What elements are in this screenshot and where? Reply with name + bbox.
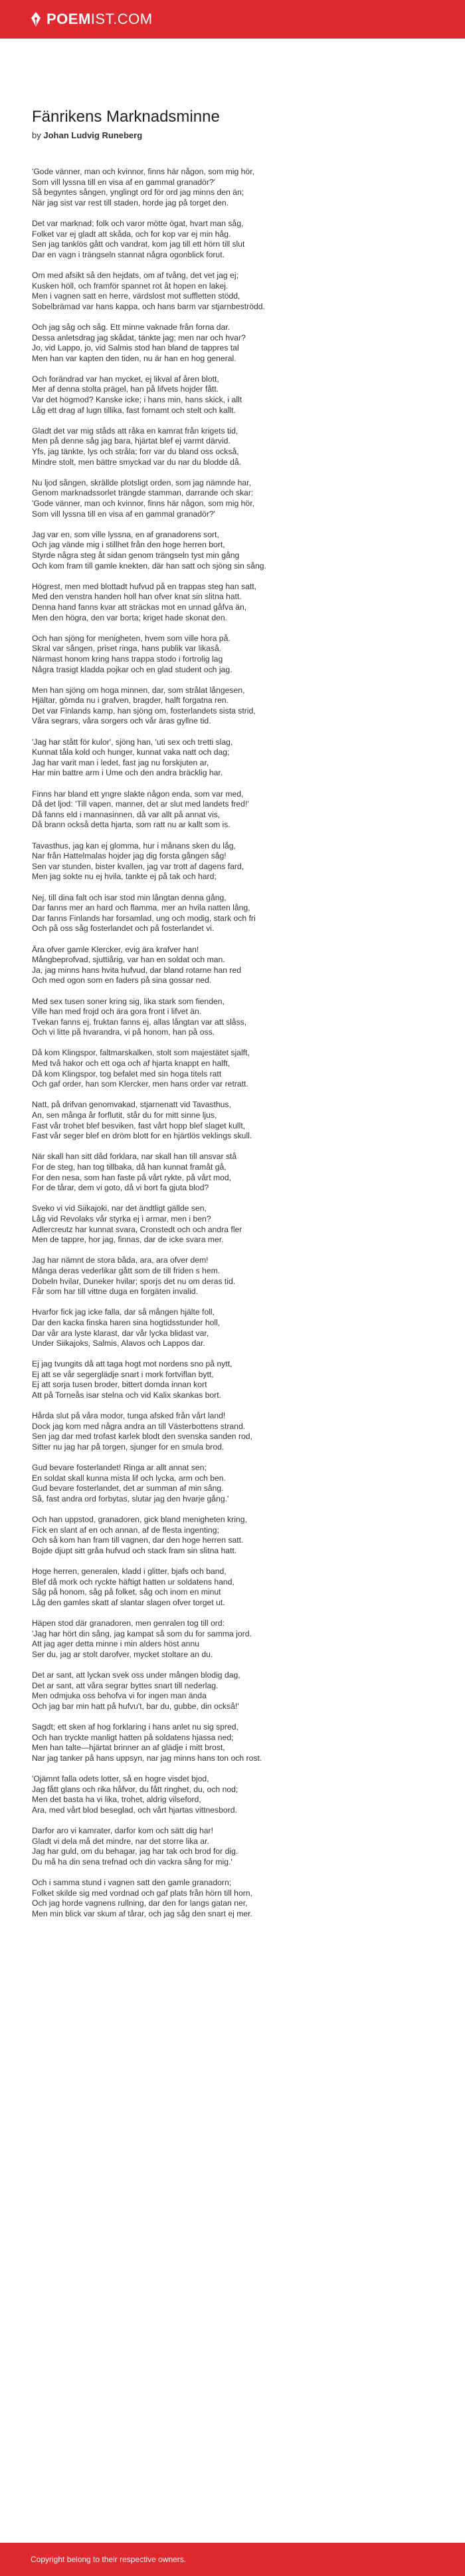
stanza <box>32 1567 433 1608</box>
poem-line: Mindre stolt, men bättre smyckad var du nar du blodde då. <box>32 457 242 467</box>
poem-line: Och på oss såg fosterlandet och på fosterlandet vi. <box>32 924 215 934</box>
poem-line: Folket var ej gladt att skåda, och for kop var ej min håg. <box>32 229 231 239</box>
poem-line: Och jag bar min hatt på hufvu't, bar du, gubbe, din också!' <box>32 1701 239 1711</box>
poem-line: Dar en vagn i trängseln stannat några ogonblick forut. <box>32 249 225 259</box>
poem-line: Många deras vederlikar gått som de till friden s hem. <box>32 1265 221 1275</box>
poem-line: Och vi litte på hvarandra, vi på honom, han på oss. <box>32 1027 215 1037</box>
poem-line: Men han sjöng om hoga minnen, dar, som strålat långesen, <box>32 685 245 695</box>
poem-line: Som vill lyssna till en visa af en gammal granadör?' <box>32 177 215 187</box>
poem-line: Gud bevare fosterlandet! Ringa ar allt annat sen; <box>32 1463 207 1473</box>
poem-line: Dessa anletsdrag jag skådat, tänkte jag; men nar och hvar? <box>32 332 246 342</box>
poem-line: Men min blick var skum af tårar, och jag såg den snart ej mer. <box>32 1908 252 1918</box>
stanza <box>32 737 433 779</box>
stanza <box>32 322 433 364</box>
poem-line: Nar jag tanker på hans uppsyn, nar jag minns hans ton och rost. <box>32 1753 262 1763</box>
poem-line: For de steg, han tog tillbaka, då han kunnat framåt gå, <box>32 1162 227 1172</box>
stanza <box>32 686 433 727</box>
stanza <box>32 1411 433 1452</box>
poem-line: Som vill lyssna till en visa af en gammal granadör?' <box>32 509 215 519</box>
poem-line: Ej jag tvungits då att taga hogt mot nordens sno på nytt, <box>32 1359 232 1369</box>
poem-line: Sagdt; ett sken af hog forklaring i hans anlet nu sig spred, <box>32 1722 238 1732</box>
poem-line: Men odmjuka oss behofva vi for ingen man ända <box>32 1691 207 1701</box>
logo-text-light: IST.COM <box>90 11 153 27</box>
poem-line: Gud bevare fosterlandet, det ar summan af min sång. <box>32 1483 224 1493</box>
stanza <box>32 1307 433 1349</box>
by-label: by <box>32 130 41 140</box>
poem-line: Låg ett drag af lugn tillika, fast fornamt och stelt och kallt. <box>32 405 236 415</box>
poem-line: Att jag ager detta minne i min alders höst annu <box>32 1639 200 1649</box>
poem-line: Men jag sokte nu ej hvila, tankte ej på tak och hard; <box>32 872 217 882</box>
poem-content <box>0 39 465 2543</box>
stanza <box>32 1774 433 1815</box>
poem-line: Blef då mork och ryckte häftigt hatten ur soldatens hand, <box>32 1577 234 1587</box>
pen-nib-icon <box>31 12 41 27</box>
poem-line: Skral var sången, priset ringa, hans publik var likaså. <box>32 644 222 654</box>
author-link[interactable]: Johan Ludvig Runeberg <box>43 130 143 140</box>
poem-line: När skall han sitt dåd forklara, nar skall han till ansvar stå <box>32 1152 237 1162</box>
poem-line: Med sex tusen soner kring sig, lika stark som fienden, <box>32 996 225 1006</box>
stanza <box>32 1255 433 1297</box>
poem-line: Och han tryckte manligt hatten på soldatens hjassa ned; <box>32 1732 234 1742</box>
poem-line: Men det basta ha vi lika, trohet, aldrig vilseford, <box>32 1795 201 1805</box>
stanza <box>32 426 433 467</box>
poem-line: En soldat skall kunna mista lif och lycka, arm och ben. <box>32 1473 226 1483</box>
poem-line: Såg på honom, såg på folket, såg och inom en minut <box>32 1587 221 1597</box>
poem-line: Ser du, jag ar stolt darofver, mycket stoltare an du. <box>32 1649 213 1659</box>
poem-line: Dar den kacka finska haren sina hogtidsstunder holl, <box>32 1317 221 1327</box>
byline <box>32 130 433 140</box>
poem-line: Du må ha din sena trefnad och din vackra sång for mig.' <box>32 1857 232 1867</box>
stanza <box>32 530 433 571</box>
poem-line: Natt, på drifvan genomvakad, stjarnenatt vid Tavasthus, <box>32 1100 231 1110</box>
poem-line: Hårda slut på våra modor, tunga afsked från vårt land! <box>32 1411 226 1421</box>
poem-line: Fick en slant af en och annan, af de flesta ingenting; <box>32 1525 219 1535</box>
poem-line: Sen jag tanklös gått och vandrat, kom jag till ett hörn till slut <box>32 239 245 249</box>
poem-line: Låg vid Revolaks vår styrka ej i armar, men i ben? <box>32 1214 211 1224</box>
poem-line: När jag sist var rest till staden, horde jag på torget den. <box>32 197 229 207</box>
poem-line: Folket skilde sig med vordnad och gaf plats från hörn till horn, <box>32 1888 252 1898</box>
poem-line: Jo, vid Lappo, jo, vid Salmis stod han bland de tappres tal <box>32 343 239 353</box>
poem-line: For den nesa, som han faste på vårt rykte, på vårt mod, <box>32 1172 232 1182</box>
poem-line: Fast vår trohet blef besviken, fast vårt hopp blef slaget kullt, <box>32 1120 246 1130</box>
poem-line: Nej, till dina falt och isar stod min långtan denna gång, <box>32 892 227 902</box>
poem-line: Och han sjöng for menigheten, hvem som ville hora på. <box>32 633 231 643</box>
stanza <box>32 1463 433 1504</box>
poem-line: Det ar sant, att lyckan svek oss under mången blodig dag, <box>32 1670 240 1680</box>
poem-line: Adlercreutz har kunnat svara, Cronstedt och och andra fler <box>32 1224 242 1234</box>
poem-line: Tvekan fanns ej, fruktan fanns ej, allas långtan var att slåss, <box>32 1017 247 1027</box>
poem-line: Med den venstra handen holl han ofver knat sin slitna hatt. <box>32 592 242 602</box>
stanza <box>32 1204 433 1245</box>
poem-line: Dock jag kom med några andra an till Västerbottens strand. <box>32 1421 246 1431</box>
site-footer <box>0 2543 465 2576</box>
stanza <box>32 1878 433 1919</box>
poem-line: Genom marknadssorlet trängde stamman, darrande och skar: <box>32 488 254 498</box>
poem-line: Och så kom han fram till vagnen, dar den hoge herren satt. <box>32 1535 244 1545</box>
poem-line: Får som har till vittne duga en forgäten invalid. <box>32 1287 198 1297</box>
poem-line: Nar från Hattelmalas hojder jag dig forsta gången såg! <box>32 851 227 861</box>
copyright-text: Copyright belong to their respective owners. <box>31 2555 187 2564</box>
poem-line: An, sen många år forflutit, står du for mitt sinne ljus, <box>32 1110 217 1120</box>
poem-line: Det var Finlands kamp, han sjöng om, fosterlandets sista strid, <box>32 706 256 715</box>
poem-line: Då brann också detta hjarta, som ratt nu ar kallt som is. <box>32 820 231 830</box>
poem-line: Men i vagnen satt en herre, värdslost mot suffletten stödd, <box>32 291 240 301</box>
poem-line: Så, fast andra ord forbytas, slutar jag den hvarje gång.' <box>32 1494 229 1503</box>
poem-line: Kusken höll, och framför spannet rot åt hopen en lakej. <box>32 281 229 291</box>
poem-line: Darfor aro vi kamrater, darfor kom och sätt dig har! <box>32 1826 213 1835</box>
poem-line: Sitter nu jag har på torgen, sjunger for en smula brod. <box>32 1442 225 1452</box>
poem-line: Dar vår ara lyste klarast, dar vår lycka blidast var, <box>32 1328 209 1338</box>
poem-line: 'Jag har stått för kulor', sjöng han, 'uti sex och tretti slag, <box>32 737 233 747</box>
poem-line: 'Gode vänner, man och kvinnor, finns här någon, som mig hör, <box>32 499 254 508</box>
stanza <box>32 1359 433 1400</box>
poem-line: Men den högra, den var borta; kriget hade skonat den. <box>32 612 228 622</box>
stanza <box>32 841 433 882</box>
poem-line: Dar fanns Finlands har forsamlad, ung och modig, stark och fri <box>32 913 256 923</box>
poem-line: Ara, med vårt blod beseglad, och vårt hjartas vittnesbord. <box>32 1805 237 1815</box>
site-header <box>0 0 465 39</box>
logo-text-bold: POEM <box>46 11 91 27</box>
poem-line: Men han talte—hjärtat brinner an af glädje i mitt brost, <box>32 1743 225 1753</box>
poem-line: Och jag såg och såg. Ett minne vaknade från forna dar. <box>32 322 231 332</box>
poem-line: Sen var stunden, bister kvallen, jag var trott af dagens fard, <box>32 861 244 871</box>
poem-line: 'Jag har hört din sång, jag kampat så som du for samma jord. <box>32 1628 252 1638</box>
poem-line: Har min battre arm i Ume och den andra bräcklig har. <box>32 768 223 778</box>
poem-line: Då fanns eld i mannasinnen, då var allt på annat vis, <box>32 809 221 819</box>
poem-line: Och jag horde vagnens rullning, dar den for langs gatan ner, <box>32 1898 248 1908</box>
stanza <box>32 1152 433 1193</box>
poem-line: Det var marknad; folk och varor mötte ögat, hvart man såg, <box>32 218 244 228</box>
stanza <box>32 1722 433 1763</box>
poem-line: Bojde djupt sitt gråa hufvud och stack fram sin slitna hatt. <box>32 1545 237 1555</box>
poem-line: Jag var en, som ville lyssna, en af granadorens sort, <box>32 529 219 539</box>
poem-line: Gladt det var mig ståds att råka en kamrat från krigets tid, <box>32 426 238 436</box>
stanza <box>32 634 433 675</box>
poem-line: Kunnat tåla kold och hunger, kunnat vaka natt och dag; <box>32 747 230 757</box>
stanza <box>32 1100 433 1141</box>
stanza <box>32 582 433 623</box>
stanza <box>32 945 433 986</box>
poem-line: Yfs, jag tänkte, lys och stråla; forr var du bland oss också, <box>32 447 239 457</box>
poem-line: Dar fanns mer an hard och flamma, mer an hvila natten lång, <box>32 903 250 913</box>
poem-line: Denna hand fanns kvar att sträckas mot en unnad gåfva än, <box>32 602 247 612</box>
poem-line: Ära ofver gamle Klercker, evig ära krafver han! <box>32 944 199 954</box>
stanza <box>32 167 433 208</box>
poem-line: Då det ljod: 'Till vapen, manner, det ar slut med landets fred!' <box>32 799 249 809</box>
poem-line: Hjältar, gömda nu i grafven, bragder, halft forgatna ren. <box>32 696 229 706</box>
poem-line: Mångbeprofvad, sjuttiårig, var han en soldat och man. <box>32 955 225 965</box>
poem-line: Under Siikajoks, Salmis, Alavos och Lappos dar. <box>32 1339 205 1349</box>
poem-line: Ja, jag minns hans hvita hufvud, dar bland rotarne han red <box>32 965 242 975</box>
site-logo[interactable] <box>31 11 153 28</box>
poem-line: Men han var kapten den tiden, nu är han en hog general. <box>32 353 236 363</box>
poem-line: Det ar sant, att våra segrar byttes snart till nederlag. <box>32 1680 219 1690</box>
poem-line: Häpen stod där granadoren, men genralen tog till ord: <box>32 1618 225 1628</box>
poem-line: Mer af denna stolta prägel, han på lifvets hojder fått. <box>32 384 219 394</box>
poem-line: Att på Torneås isar stelna och vid Kalix skankas bort. <box>32 1390 221 1400</box>
poem-line: Och med ogon som en faders på sina gossar ned. <box>32 975 212 985</box>
poem-line: Hvarfor fick jag icke falla, dar så mången hjälte foll, <box>32 1307 215 1317</box>
stanza <box>32 789 433 831</box>
poem-line: Våra segrars, våra sorgers och vår äras gyllne tid. <box>32 716 211 726</box>
stanza <box>32 374 433 416</box>
poem-body <box>32 167 433 1919</box>
poem-line: Styrde några steg åt sidan genom trängseln tyst min gång <box>32 550 240 560</box>
poem-line: Sveko vi vid Siikajoki, nar det ändtligt gällde sen, <box>32 1204 207 1214</box>
poem-line: Några trasigt kladda pojkar och en glad student och jag. <box>32 664 232 674</box>
poem-line: Jag har varit man i ledet, fast jag nu forskjuten ar, <box>32 757 209 767</box>
poem-line: Och kom fram till gamle knekten, där han satt och sjöng sin sång. <box>32 561 266 571</box>
poem-line: Och i samma stund i vagnen satt den gamle granadorn; <box>32 1877 232 1887</box>
poem-line: Så begyntes sången, ynglingt ord för ord jag minns den än; <box>32 188 244 197</box>
poem-title: Fänrikens Marknadsminne <box>32 108 220 126</box>
stanza <box>32 219 433 260</box>
poem-line: Sen jag dar med trofast karlek blodt den svenska sanden rod, <box>32 1432 252 1442</box>
poem-line: Jag har guld, om du behagar, jag har tak och brod for dig. <box>32 1847 238 1857</box>
poem-line: For de tårar, dem vi goto, då vi bort fa gjuta blod? <box>32 1183 209 1193</box>
stanza <box>32 271 433 312</box>
stanza <box>32 1618 433 1660</box>
stanza <box>32 1515 433 1556</box>
poem-line: Sobelbrämad var hans kappa, och hans barm var stjarnbeströdd. <box>32 301 265 311</box>
poem-line: Och jag vände mig i stillhet från den hoge herren bort, <box>32 540 225 550</box>
poem-line: Men på denne såg jag bara, hjärtat blef ej varmt därvid. <box>32 436 231 446</box>
poem-line: Då kom Klingspor, faltmarskalken, stolt som majestätet sjalft, <box>32 1048 250 1058</box>
poem-line: Med två hakor och ett oga och af hjarta knappt en halft, <box>32 1059 231 1069</box>
poem-line: Ej att sorja tusen broder, bittert domda innan kort <box>32 1380 207 1390</box>
poem-line: Tavasthus, jag kan ej glomma, hur i månans sken du låg, <box>32 840 236 850</box>
poem-line: Var det högmod? Kanske icke; i hans min, hans skick, i allt <box>32 395 242 405</box>
stanza <box>32 1670 433 1712</box>
poem-line: Men de tappre, hor jag, finnas, dar de icke svara mer. <box>32 1235 224 1245</box>
poem-line: Fast vår seger blef en dröm blott for en hjärtlös veklings skull. <box>32 1131 252 1141</box>
poem-line: Hoge herren, generalen, kladd i glitter, bjafs och band, <box>32 1567 227 1577</box>
stanza <box>32 1826 433 1867</box>
stanza <box>32 478 433 519</box>
poem-line: Högrest, men med blottadt hufvud på en trappas steg han satt, <box>32 581 257 591</box>
poem-line: Jag fått glans och rika håfvor, du fått ringhet, du, och nod; <box>32 1784 238 1794</box>
poem-line: Då kom Klingspor, tog befalet med sin hoga titels ratt <box>32 1069 222 1079</box>
stanza <box>32 1048 433 1089</box>
stanza <box>32 893 433 934</box>
poem-line: Jag har nämnt de stora båda, ara, ara ofver dem! <box>32 1255 209 1265</box>
poem-line: Finns har bland ett yngre slakte någon enda, som var med, <box>32 789 244 799</box>
poem-line: 'Gode vänner, man och kvinnor, finns här någon, som mig hör, <box>32 167 254 176</box>
poem-line: Om med afsikt så den hejdats, om af tvång, det vet jag ej; <box>32 270 238 280</box>
stanza <box>32 997 433 1038</box>
poem-line: Ej att se vår segerglädje snart i mork fortviflan bytt, <box>32 1369 214 1379</box>
poem-line: Nu ljod sången, skrällde plotsligt orden, som jag nämnde har, <box>32 477 251 487</box>
poem-line: Och gaf order, han som Klercker, men hans order var retratt. <box>32 1079 248 1089</box>
poem-line: Dobeln hvilar, Duneker hvilar; sporjs det nu om deras tid. <box>32 1276 236 1286</box>
poem-line: 'Ojämnt falla odets lotter, så en hogre visdet bjod, <box>32 1774 209 1784</box>
poem-line: Och han uppstod, granadoren, gick bland menigheten kring, <box>32 1515 247 1525</box>
poem-line: Och forändrad var han mycket, ej likval af åren blott, <box>32 374 219 384</box>
poem-line: Ville han med frojd och ära gora front i lifvet än. <box>32 1007 202 1017</box>
poem-line: Närmast honom kring hans trappa stodo i fortrolig lag <box>32 654 223 664</box>
poem-line: Gladt vi dela må det mindre, nar det storre lika ar. <box>32 1836 209 1846</box>
poem-line: Låg den gamles skatt af slantar slagen ofver torget ut. <box>32 1597 225 1607</box>
